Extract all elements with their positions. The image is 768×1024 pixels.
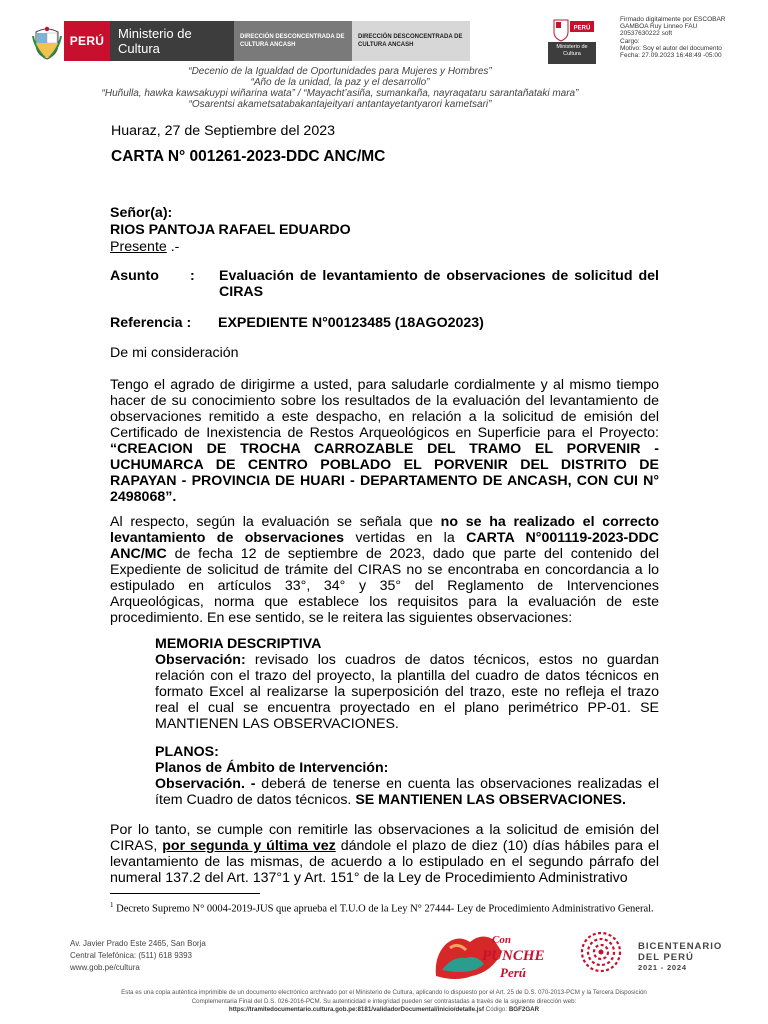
decree-line: “Decenio de la Igualdad de Oportunidades para Mujeres y Hombres” [188,66,492,77]
conclusion-emphasis: por segunda y última vez [162,838,336,854]
ministry-label: Ministerio de Cultura [110,21,234,61]
memoria-title: MEMORIA DESCRIPTIVA [155,636,322,652]
presente-line [110,239,179,255]
bicentenario-label [638,941,722,972]
bicentenario-country: DEL PERÚ [638,952,694,963]
digital-signature-info [620,16,760,59]
signature-line: Fecha: 27.09.2023 16:48:49 -05:00 [620,52,722,60]
observation-text: deberá de tenerse en cuenta las observaciones realizadas el ítem Cuadro de datos técnicos. [155,776,660,808]
conclusion-text: dándole el plazo de diez (10) días hábiles para el levantamiento de las mismas, de acuerdo a lo estipulado en el segundo párrafo del numeral 137.2 del Art. 137°1 y Art. 151° de la Ley de Procedimiento Administrativo [110,838,659,886]
direction-label-secondary: DIRECCIÓN DESCONCENTRADA DE CULTURA ANCASH [352,21,470,61]
footnote [110,899,670,916]
planos-title: PLANOS: [155,744,219,760]
presente-suffix: .- [166,239,180,255]
salutation: Señor(a): [110,205,173,221]
observation-text: revisado los cuadros de datos técnicos, estos no guardan relación con el trazo del proyecto, la plantilla del cuadro de datos técnicos en formato Excel al realizarse la superposición del trazo, este no refleja el trazo real el cual se encuentra proyectado en el plano perimétrico PP-01. SE MANTIENEN LAS OBSERVACIONES. [155,652,659,732]
decree-line: “Osarentsi akametsatabakantajeityari antantayetantyarori kametsari” [188,99,492,110]
evaluation-text: de fecha 12 de septiembre de 2023, dado que parte del contenido del Expediente de solicitud de trámite del CIRAS no se encontraba en concordancia a lo estipulado en artículos 33°, 34° y 35° del Reglamento de Intervenciones Arqueológicas, norma que establece los requisitos para la evaluación de este procedimiento. En ese sentido, se le reitera las siguientes observaciones: [110,546,659,626]
address-line: Av. Javier Prado Este 2465, San Borja [70,939,206,948]
signature-line: 20537630222 soft [620,30,673,38]
presente-word: Presente [110,239,167,255]
subject-value: Evaluación de levantamiento de observaciones de solicitud del CIRAS [219,268,659,300]
signature-line: Motivo: Soy el autor del documento [620,44,722,52]
bicentenario-logo-icon [568,930,634,974]
government-header-bar [64,21,470,61]
observation-memoria [155,636,659,732]
code-label: Código: [484,1006,509,1013]
direction-label-primary: DIRECCIÓN DESCONCENTRADA DE CULTURA ANCASH [234,21,352,61]
project-name: “CREACION DE TROCHA CARROZABLE DEL TRAMO EL PORVENIR - UCHUMARCA DE CENTRO POBLADO EL PORVENIR DEL DISTRITO DE RAPAYAN - PROVINCIA DE HUARI - DEPARTAMENTO DE ANCASH, CON CUI N° 2498068”. [110,441,659,505]
previous-letter-ref: CARTA N°001119-2023-DDC ANC/MC [110,530,659,562]
observation-planos [155,744,659,808]
decree-mottos [100,66,580,110]
con-punche-peru-logo [432,926,546,984]
conclusion-text: Por lo tanto, se cumple con remitirle las observaciones a la solicitud de emisión del CIRAS, [110,822,659,854]
ministry-address [70,938,206,974]
disclaimer-line: Complementaria Final del D.S. 026-2016-PCM. Su autenticidad e integridad pueden ser contrastadas a través de la siguiente dirección web: [191,997,577,1005]
planos-subtitle: Planos de Ámbito de Intervención: [155,760,389,776]
punche-word-text: PUNCHE [482,948,545,964]
phone-line: Central Telefónica: (511) 618 9393 [70,951,193,960]
peru-coat-of-arms-icon [32,26,62,60]
decree-line: “Huñulla, hawka kawsakuypi wiñarina wata” / “Mayacht’asiña, sumankaña, nayraqataru sarantañataki mara” [101,88,579,99]
evaluation-text: Al respecto, según la evaluación se señala que [110,514,441,530]
paragraph-intro [110,377,659,505]
evaluation-emphasis: no se ha realizado el correcto levantamiento de observaciones [110,514,659,546]
sig-logo-peru-text: PERÚ [573,25,591,32]
evaluation-text: vertidas en la [344,530,467,546]
paragraph-conclusion [110,822,659,886]
peru-label: PERÚ [64,21,110,61]
letter-number: CARTA N° 001261-2023-DDC ANC/MC [111,148,386,165]
sig-logo-ministry-text: Ministerio de Cultura [556,44,588,57]
paragraph-intro-text: Tengo el agrado de dirigirme a usted, para saludarle cordialmente y al mismo tiempo hacer de su conocimiento sobre los resultados de la evaluación del levantamiento de observaciones remitido a este despacho, en relación a la solicitud de emisión del Certificado de Inexistencia de Restos Arqueológicos en Superficie para el Proyecto: [110,377,659,441]
disclaimer-line: Esta es una copia auténtica imprimible de un documento electrónico archivado por el Ministerio de Cultura, aplicando lo dispuesto por el Art. 25 de D.S. 070-2013-PCM y la Tercera Disposición [121,989,647,996]
website-link[interactable]: www.gob.pe/cultura [70,963,140,972]
subject-label: Asunto [110,268,159,284]
paragraph-evaluation [110,514,659,626]
decree-line: “Año de la unidad, la paz y el desarrollo” [250,77,430,88]
punche-con-text: Con [492,934,511,946]
signature-line: Cargo: [620,37,640,45]
validation-code: BGF2GAR [508,1006,540,1013]
reference-value: EXPEDIENTE N°00123485 (18AGO2023) [218,315,484,331]
signature-line: Firmado digitalmente por ESCOBAR [620,16,726,23]
observation-label: Observación: [155,652,246,668]
footnote-divider [110,893,260,894]
reference-label: Referencia : [110,315,192,331]
footnote-number: 1 [110,901,114,909]
validation-url-link[interactable]: https://tramitedocumentario.cultura.gob.pe:8181/validadorDocumental/inicio/detalle.jsf [228,1006,485,1013]
greeting: De mi consideración [110,345,239,361]
subject-colon: : [190,268,195,284]
observation-label: Observación. - [155,776,256,792]
city-date: Huaraz, 27 de Septiembre del 2023 [111,123,335,139]
authenticity-disclaimer [60,989,708,1015]
observation-verdict: SE MANTIENEN LAS OBSERVACIONES. [355,792,626,808]
recipient-name: RIOS PANTOJA RAFAEL EDUARDO [110,222,351,238]
punche-peru-text: Perú [500,965,526,980]
bicentenario-title: BICENTENARIO [638,941,723,952]
bicentenario-years: 2021 - 2024 [638,963,687,972]
signature-line: GAMBOA Ruy Linneo FAU [620,23,698,31]
footnote-text: Decreto Supremo N° 0004-2019-JUS que aprueba el T.U.O de la Ley N° 27444- Ley de Procedimiento Administrativo General. [113,903,654,915]
